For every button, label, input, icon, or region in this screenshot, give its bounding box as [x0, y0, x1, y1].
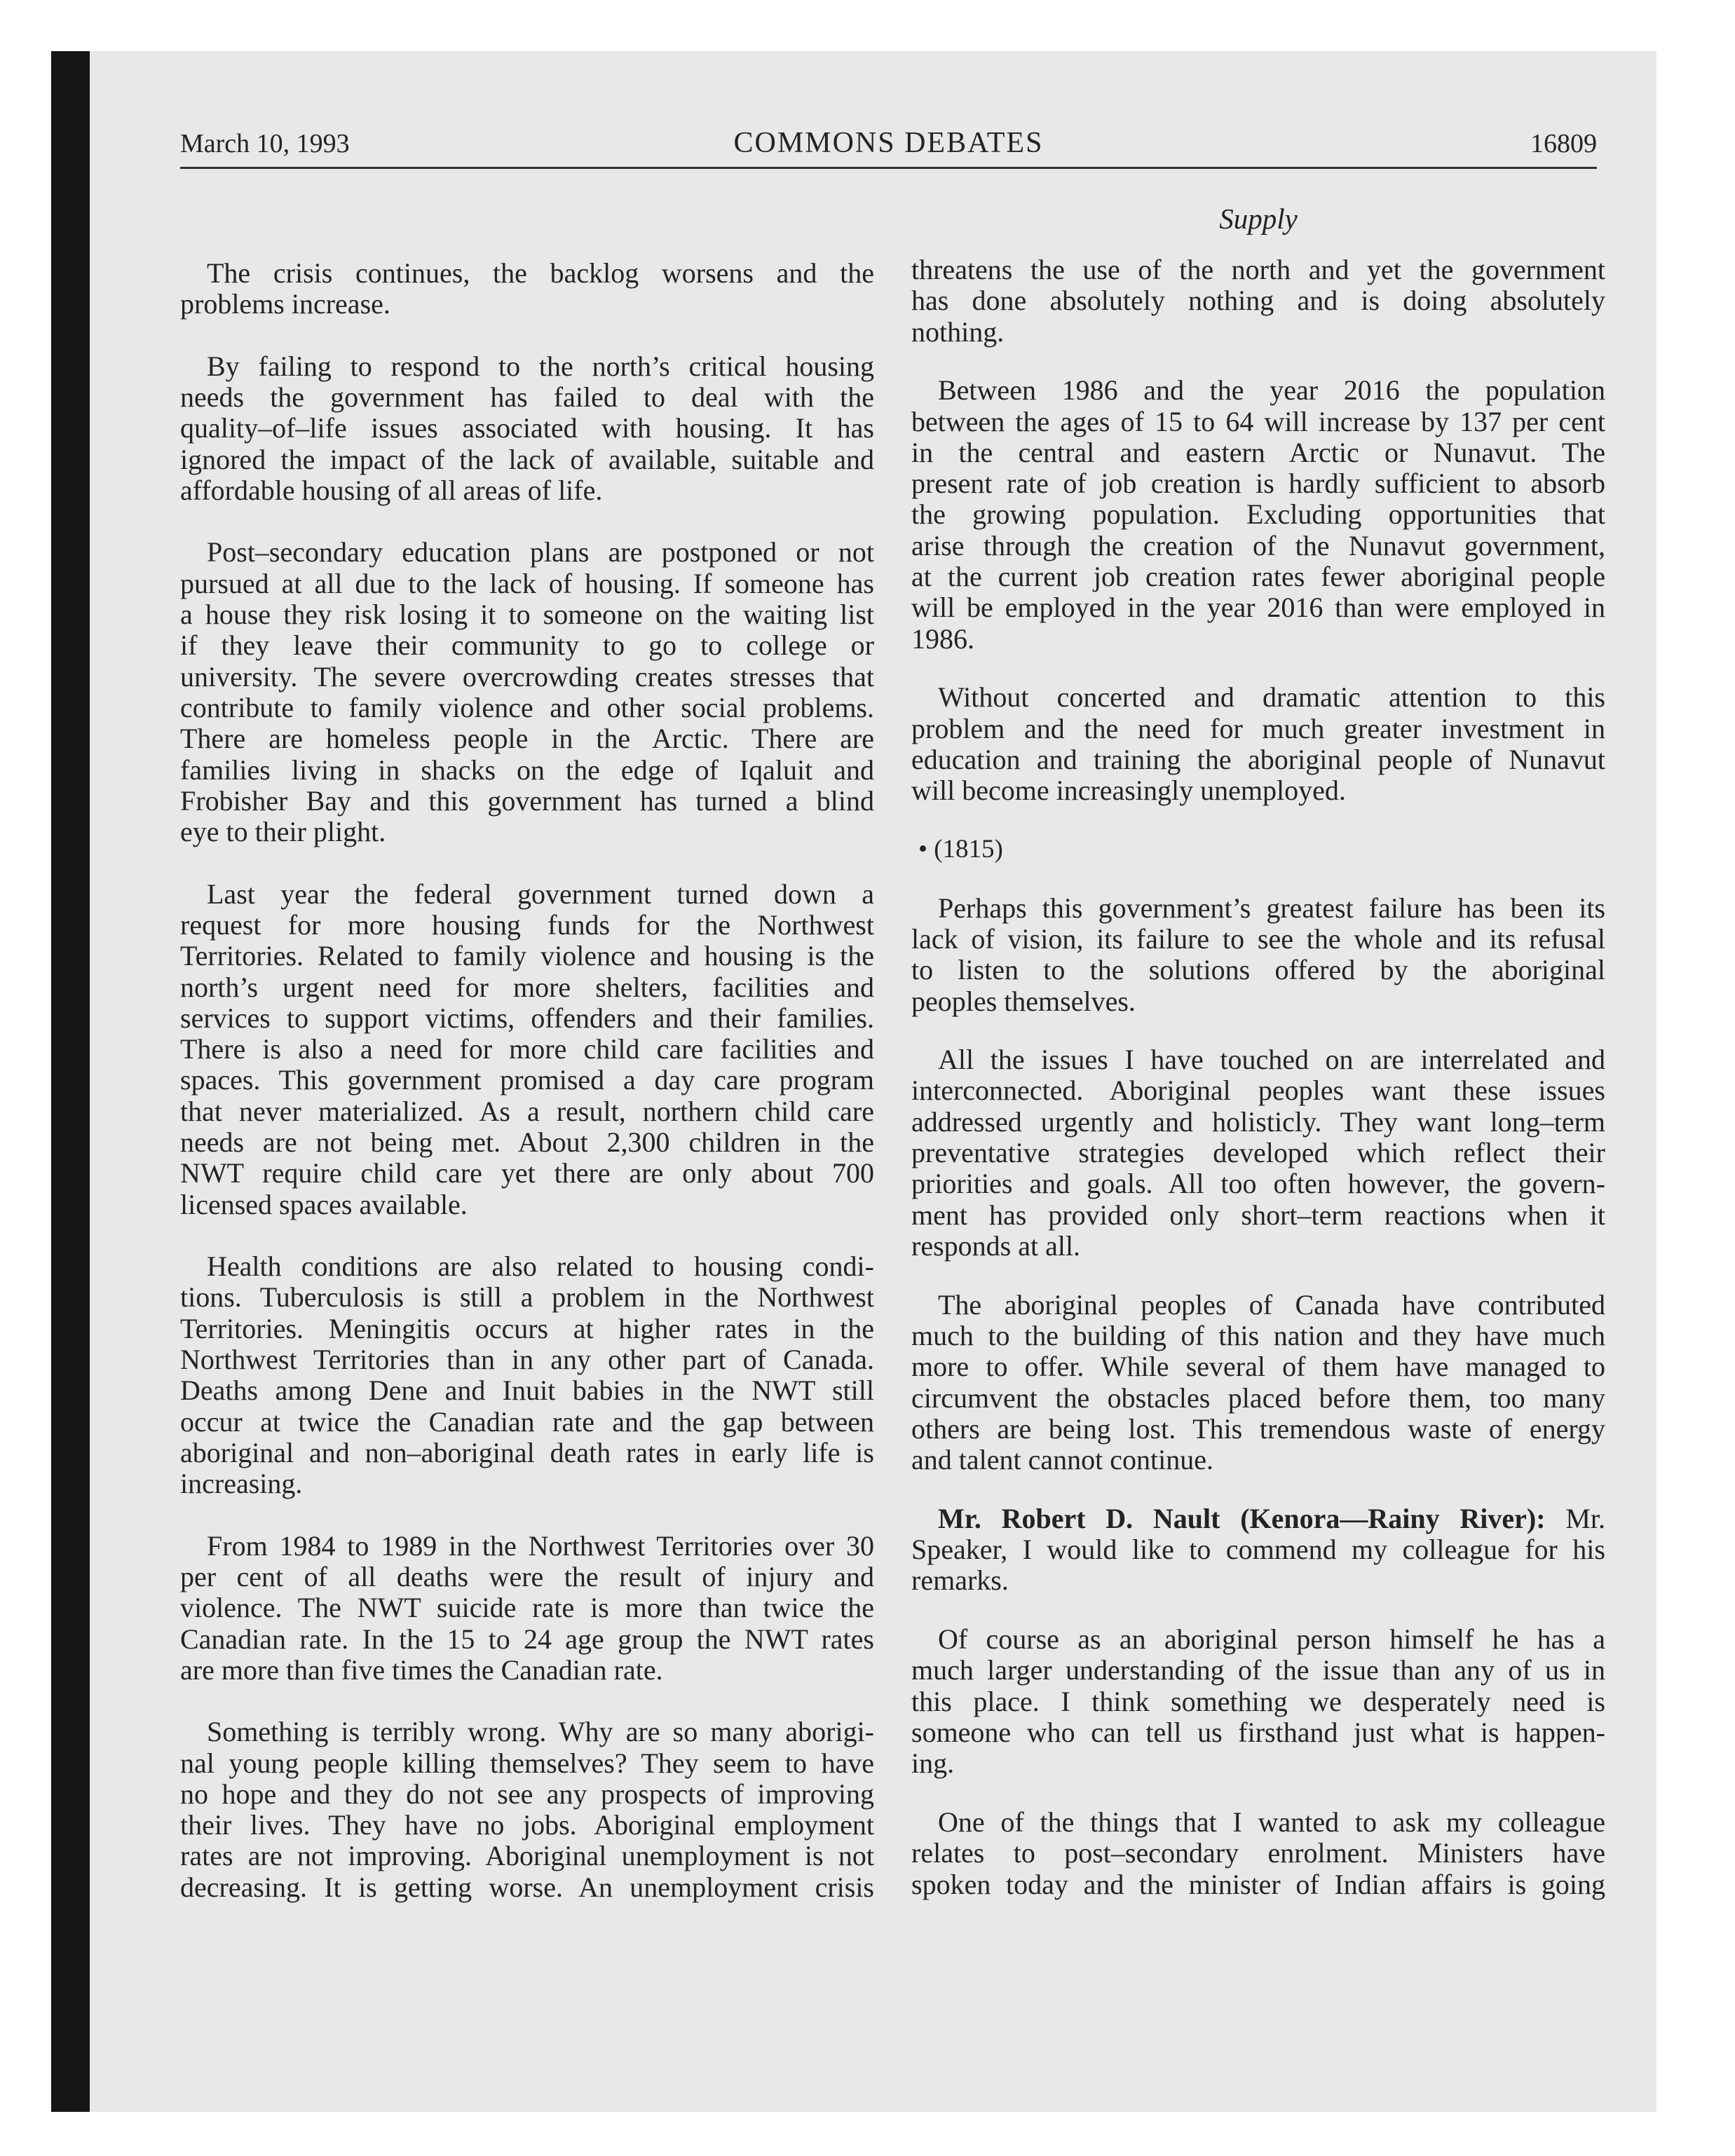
text-line: remarks.: [911, 1564, 1009, 1597]
text-line: • (1815): [918, 834, 1003, 864]
text-line: the growing population. Excluding opportunities that: [911, 498, 1605, 531]
text-line: arise through the creation of the Nunavut government,: [911, 529, 1605, 561]
text-line: quality–of–life issues associated with housing. It has: [180, 412, 874, 444]
text-line: problem and the need for much greater investment in: [911, 712, 1605, 744]
text-line: at the current job creation rates fewer aboriginal people: [911, 561, 1605, 593]
text-line: 1986.: [911, 622, 974, 655]
text-line: responds at all.: [911, 1229, 1081, 1262]
text-line: will be employed in the year 2016 than were employed in: [911, 592, 1605, 624]
text-line: lack of vision, its failure to see the whole and its refusal: [911, 922, 1605, 955]
text-line: preventative strategies developed which reflect their: [911, 1137, 1605, 1169]
paragraph: [180, 537, 874, 847]
text-line: peoples themselves.: [911, 985, 1136, 1017]
section-heading: Supply: [1219, 203, 1298, 235]
text-line: has done absolutely nothing and is doing absolutely: [911, 285, 1605, 317]
text-line: someone who can tell us firsthand just what is happen-: [911, 1717, 1605, 1748]
text-line: threatens the use of the north and yet the government: [911, 254, 1605, 285]
text-line: interconnected. Aboriginal peoples want these issues: [911, 1074, 1605, 1107]
header-date: March 10, 1993: [180, 129, 350, 158]
text-line: no hope and they do not see any prospects of improving: [180, 1778, 874, 1810]
text-line: NWT require child care yet there are only about 700: [180, 1157, 874, 1189]
text-line: if they leave their community to go to college or: [180, 629, 874, 662]
text-line: There is also a need for more child care facilities and: [180, 1033, 874, 1065]
paragraph: [180, 879, 874, 1220]
text-line: much larger understanding of the issue than any of us in: [911, 1654, 1605, 1686]
speaker-paragraph: [911, 1503, 1605, 1597]
text-line: needs are not being met. About 2,300 children in the: [180, 1126, 874, 1158]
text-line: [911, 1503, 1605, 1534]
paragraph: [911, 1290, 1605, 1476]
text-line: priorities and goals. All too often however, the govern-: [911, 1168, 1605, 1200]
text-line: families living in shacks on the edge of Iqaluit and: [180, 753, 874, 786]
paragraph: [180, 258, 874, 320]
text-line: Last year the federal government turned down a: [207, 878, 874, 910]
paragraph: [911, 375, 1605, 655]
text-line: Of course as an aboriginal person himself he has a: [938, 1623, 1605, 1656]
text-line: circumvent the obstacles placed before them, too many: [911, 1381, 1605, 1414]
text-line: There are homeless people in the Arctic. There are: [180, 723, 874, 755]
text-line: education and training the aboriginal people of Nunavut: [911, 743, 1605, 775]
text-line: Between 1986 and the year 2016 the population: [938, 374, 1605, 407]
text-line: Post–secondary education plans are postponed or not: [207, 536, 874, 568]
text-line: to listen to the solutions offered by the aboriginal: [911, 954, 1605, 986]
right-column: [911, 254, 1605, 1900]
text-line: that never materialized. As a result, northern child care: [180, 1095, 874, 1127]
text-line: Something is terribly wrong. Why are so many aborigi-: [207, 1716, 874, 1748]
text-line: Northwest Territories than in any other part of Canada.: [180, 1343, 874, 1375]
paragraph: [180, 1531, 874, 1686]
header-title: COMMONS DEBATES: [733, 127, 1044, 159]
text-line: request for more housing funds for the Northwest: [180, 908, 874, 941]
time-marker: [911, 834, 1605, 865]
text-line: and talent cannot continue.: [911, 1444, 1213, 1476]
text-line: between the ages of 15 to 64 will increase by 137 per cent: [911, 405, 1605, 437]
text-line: relates to post–secondary enrolment. Ministers have: [911, 1837, 1605, 1869]
text-line: addressed urgently and holisticly. They want long–term: [911, 1105, 1605, 1138]
paragraph: [911, 1624, 1605, 1779]
text-line: violence. The NWT suicide rate is more than twice the: [180, 1592, 874, 1624]
text-line: more to offer. While several of them have managed to: [911, 1351, 1605, 1383]
text-line: nal young people killing themselves? They seem to have: [180, 1747, 874, 1779]
paragraph: [911, 893, 1605, 1017]
paragraph: [180, 1251, 874, 1499]
text-line: occur at twice the Canadian rate and the gap between: [180, 1405, 874, 1438]
text-line: present rate of job creation is hardly sufficient to absorb: [911, 468, 1605, 500]
text-line: Territories. Meningitis occurs at higher rates in the: [180, 1312, 874, 1344]
text-line: increasing.: [180, 1468, 303, 1500]
text-line: From 1984 to 1989 in the Northwest Territories over 30: [207, 1529, 874, 1562]
text-line: decreasing. It is getting worse. An unemployment crisis: [180, 1871, 874, 1903]
text-line: The crisis continues, the backlog worsens and the: [207, 257, 874, 289]
text-line: will become increasingly unemployed.: [911, 775, 1346, 807]
text-line: in the central and eastern Arctic or Nunavut. The: [911, 436, 1605, 468]
text-line: aboriginal and non–aboriginal death rates in early life is: [180, 1436, 874, 1468]
paragraph: [180, 351, 874, 506]
text-line: much to the building of this nation and they have much: [911, 1319, 1605, 1351]
text-line: Canadian rate. In the 15 to 24 age group the NWT rates: [180, 1623, 874, 1655]
text-line: rates are not improving. Aboriginal unemployment is not: [180, 1840, 874, 1872]
text-line: ignored the impact of the lack of available, suitable and: [180, 443, 874, 475]
paragraph: [911, 1807, 1605, 1900]
text-line: ing.: [911, 1747, 955, 1780]
header-rule: [180, 167, 1597, 169]
paragraph: [911, 682, 1605, 806]
text-line: Without concerted and dramatic attention to this: [938, 681, 1605, 714]
header-page-number: 16809: [1530, 129, 1597, 158]
text-line: licensed spaces available.: [180, 1188, 468, 1220]
text-line: per cent of all deaths were the result of injury and: [180, 1560, 874, 1592]
text-line: The aboriginal peoples of Canada have contributed: [938, 1288, 1605, 1321]
text-line: contribute to family violence and other social problems.: [180, 691, 874, 723]
text-line-rest: Mr.: [1565, 1502, 1605, 1534]
text-line: One of the things that I wanted to ask my colleague: [938, 1806, 1605, 1838]
text-line: north’s urgent need for more shelters, facilities and: [180, 971, 874, 1003]
paragraph: [911, 254, 1605, 348]
text-line: their lives. They have no jobs. Aboriginal employment: [180, 1809, 874, 1841]
paragraph: [911, 1044, 1605, 1262]
text-line: Territories. Related to family violence and housing is the: [180, 940, 874, 972]
text-line: Speaker, I would like to commend my colleague for his: [911, 1534, 1605, 1566]
text-line: Health conditions are also related to housing condi-: [207, 1250, 874, 1283]
text-line: Deaths among Dene and Inuit babies in the NWT still: [180, 1374, 874, 1407]
text-line: eye to their plight.: [180, 816, 386, 848]
text-line: services to support victims, offenders and their families.: [180, 1002, 874, 1034]
text-line: Frobisher Bay and this government has turned a blind: [180, 784, 874, 817]
page-header: [180, 128, 1597, 158]
text-line: pursued at all due to the lack of housing. If someone has: [180, 567, 874, 599]
text-line: By failing to respond to the north’s critical housing: [207, 350, 874, 382]
text-line: a house they risk losing it to someone on the waiting list: [180, 599, 874, 631]
text-line: university. The severe overcrowding creates stresses that: [180, 660, 874, 692]
text-line: spaces. This government promised a day care program: [180, 1064, 874, 1096]
paragraph: [180, 1717, 874, 1903]
scan-edge: [51, 51, 90, 2112]
text-line: nothing.: [911, 315, 1005, 348]
text-line: this place. I think something we desperately need is: [911, 1685, 1605, 1717]
text-line: tions. Tuberculosis is still a problem in the Northwest: [180, 1281, 874, 1314]
text-line: others are being lost. This tremendous waste of energy: [911, 1412, 1605, 1445]
text-line: needs the government has failed to deal with the: [180, 381, 874, 414]
text-line: are more than five times the Canadian rate.: [180, 1653, 663, 1686]
text-line: All the issues I have touched on are interrelated and: [938, 1044, 1605, 1076]
left-column: [180, 258, 874, 1903]
text-line: spoken today and the minister of Indian affairs is going: [911, 1868, 1605, 1900]
text-line: problems increase.: [180, 288, 390, 320]
speaker-name: Mr. Robert D. Nault (Kenora—Rainy River):: [938, 1502, 1546, 1534]
text-line: ment has provided only short–term reactions when it: [911, 1199, 1605, 1231]
text-line: Perhaps this government’s greatest failure has been its: [938, 892, 1605, 924]
text-line: affordable housing of all areas of life.: [180, 474, 603, 506]
